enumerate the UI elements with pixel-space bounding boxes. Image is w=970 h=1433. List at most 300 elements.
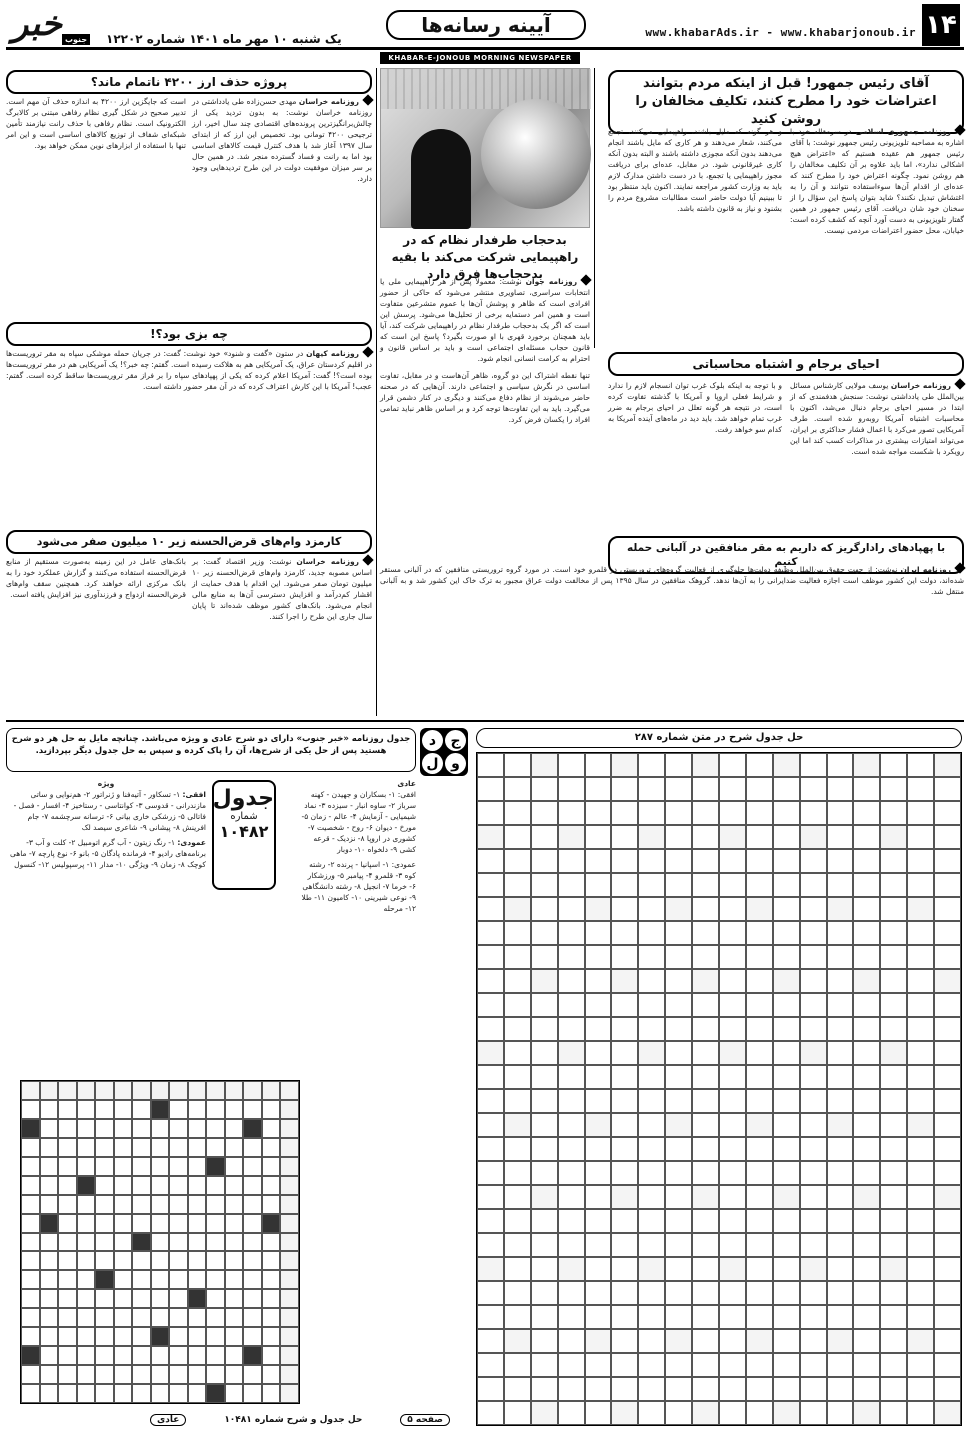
crossword-cell[interactable] (880, 1233, 907, 1257)
crossword-cell[interactable] (585, 1161, 612, 1185)
crossword-cell[interactable] (132, 1365, 151, 1384)
crossword-cell[interactable] (114, 1308, 133, 1327)
crossword-cell[interactable] (907, 1137, 934, 1161)
crossword-cell[interactable] (95, 1327, 114, 1346)
crossword-cell[interactable] (853, 1281, 880, 1305)
crossword-cell[interactable] (719, 945, 746, 969)
crossword-cell[interactable] (934, 921, 961, 945)
crossword-cell[interactable] (58, 1119, 77, 1138)
crossword-cell[interactable] (40, 1308, 59, 1327)
crossword-cell[interactable] (169, 1119, 188, 1138)
crossword-cell[interactable] (853, 1161, 880, 1185)
crossword-cell[interactable] (907, 1161, 934, 1185)
crossword-cell[interactable] (558, 1281, 585, 1305)
crossword-cell[interactable] (773, 1113, 800, 1137)
crossword-cell[interactable] (95, 1384, 114, 1403)
crossword-cell[interactable] (77, 1251, 96, 1270)
crossword-cell[interactable] (58, 1100, 77, 1119)
crossword-cell[interactable] (558, 1401, 585, 1425)
crossword-cell[interactable] (934, 1353, 961, 1377)
crossword-cell[interactable] (853, 777, 880, 801)
crossword-cell[interactable] (719, 897, 746, 921)
crossword-cell[interactable] (585, 1257, 612, 1281)
crossword-cell[interactable] (907, 849, 934, 873)
crossword-cell[interactable] (800, 969, 827, 993)
crossword-cell[interactable] (665, 945, 692, 969)
crossword-cell[interactable] (151, 1384, 170, 1403)
crossword-cell[interactable] (558, 801, 585, 825)
crossword-cell[interactable] (477, 945, 504, 969)
crossword-cell[interactable] (692, 1305, 719, 1329)
crossword-cell[interactable] (692, 1377, 719, 1401)
crossword-cell[interactable] (585, 849, 612, 873)
crossword-cell[interactable] (746, 777, 773, 801)
crossword-cell[interactable] (58, 1214, 77, 1233)
crossword-cell[interactable] (638, 801, 665, 825)
crossword-cell[interactable] (853, 945, 880, 969)
crossword-cell[interactable] (880, 1377, 907, 1401)
crossword-cell[interactable] (800, 753, 827, 777)
crossword-cell[interactable] (151, 1289, 170, 1308)
crossword-cell[interactable] (151, 1195, 170, 1214)
crossword-cell[interactable] (504, 825, 531, 849)
crossword-cell[interactable] (665, 1161, 692, 1185)
crossword-cell[interactable] (558, 1233, 585, 1257)
crossword-cell[interactable] (853, 825, 880, 849)
crossword-cell[interactable] (638, 1233, 665, 1257)
crossword-cell[interactable] (800, 1233, 827, 1257)
crossword-cell[interactable] (853, 1017, 880, 1041)
crossword-cell[interactable] (907, 1305, 934, 1329)
crossword-cell[interactable] (95, 1233, 114, 1252)
crossword-cell[interactable] (800, 1113, 827, 1137)
crossword-cell[interactable] (907, 825, 934, 849)
crossword-cell[interactable] (665, 753, 692, 777)
crossword-cell[interactable] (827, 825, 854, 849)
crossword-cell[interactable] (692, 777, 719, 801)
crossword-cell[interactable] (188, 1365, 207, 1384)
crossword-cell[interactable] (558, 1377, 585, 1401)
crossword-cell[interactable] (504, 849, 531, 873)
crossword-cell[interactable] (934, 1065, 961, 1089)
crossword-cell[interactable] (558, 1065, 585, 1089)
crossword-cell[interactable] (531, 825, 558, 849)
crossword-cell[interactable] (132, 1100, 151, 1119)
crossword-cell[interactable] (800, 897, 827, 921)
crossword-cell[interactable] (95, 1365, 114, 1384)
crossword-cell[interactable] (77, 1384, 96, 1403)
crossword-cell[interactable] (665, 1041, 692, 1065)
crossword-cell[interactable] (773, 801, 800, 825)
crossword-cell[interactable] (188, 1233, 207, 1252)
crossword-cell[interactable] (206, 1138, 225, 1157)
crossword-cell[interactable] (773, 777, 800, 801)
crossword-cell[interactable] (611, 1209, 638, 1233)
crossword-cell[interactable] (907, 1281, 934, 1305)
crossword-cell[interactable] (40, 1251, 59, 1270)
crossword-cell[interactable] (151, 1233, 170, 1252)
crossword-cell[interactable] (477, 777, 504, 801)
crossword-cell[interactable] (719, 1353, 746, 1377)
crossword-cell[interactable] (880, 1137, 907, 1161)
crossword-cell[interactable] (225, 1365, 244, 1384)
crossword-cell[interactable] (800, 1305, 827, 1329)
crossword-cell[interactable] (719, 753, 746, 777)
crossword-cell[interactable] (206, 1327, 225, 1346)
crossword-cell[interactable] (800, 1353, 827, 1377)
crossword-cell[interactable] (853, 1329, 880, 1353)
crossword-cell[interactable] (531, 993, 558, 1017)
crossword-cell[interactable] (611, 1113, 638, 1137)
crossword-cell[interactable] (225, 1327, 244, 1346)
crossword-cell[interactable] (558, 1137, 585, 1161)
crossword-cell[interactable] (827, 921, 854, 945)
crossword-cell[interactable] (585, 1137, 612, 1161)
crossword-cell[interactable] (665, 1281, 692, 1305)
crossword-cell[interactable] (504, 1353, 531, 1377)
crossword-cell[interactable] (800, 1065, 827, 1089)
crossword-cell[interactable] (719, 1209, 746, 1233)
crossword-cell[interactable] (665, 873, 692, 897)
crossword-cell[interactable] (773, 1281, 800, 1305)
crossword-cell[interactable] (169, 1365, 188, 1384)
crossword-cell[interactable] (638, 1329, 665, 1353)
crossword-cell[interactable] (907, 1089, 934, 1113)
crossword-cell[interactable] (132, 1138, 151, 1157)
crossword-cell[interactable] (611, 825, 638, 849)
crossword-cell[interactable] (58, 1195, 77, 1214)
crossword-cell[interactable] (188, 1308, 207, 1327)
crossword-cell[interactable] (611, 921, 638, 945)
crossword-cell[interactable] (504, 1401, 531, 1425)
crossword-cell[interactable] (531, 1377, 558, 1401)
crossword-cell[interactable] (531, 873, 558, 897)
crossword-cell[interactable] (585, 1377, 612, 1401)
crossword-cell[interactable] (477, 849, 504, 873)
crossword-cell[interactable] (746, 873, 773, 897)
crossword-cell[interactable] (151, 1176, 170, 1195)
crossword-cell[interactable] (827, 1209, 854, 1233)
crossword-cell[interactable] (665, 1257, 692, 1281)
crossword-cell[interactable] (21, 1195, 40, 1214)
crossword-cell[interactable] (692, 801, 719, 825)
crossword-cell[interactable] (853, 849, 880, 873)
crossword-cell[interactable] (611, 849, 638, 873)
crossword-cell[interactable] (773, 945, 800, 969)
crossword-cell[interactable] (206, 1119, 225, 1138)
crossword-cell[interactable] (504, 1017, 531, 1041)
crossword-cell[interactable] (800, 1281, 827, 1305)
crossword-cell[interactable] (77, 1195, 96, 1214)
crossword-cell[interactable] (132, 1214, 151, 1233)
crossword-cell[interactable] (169, 1289, 188, 1308)
crossword-cell[interactable] (692, 1233, 719, 1257)
crossword-cell[interactable] (746, 945, 773, 969)
crossword-cell[interactable] (665, 1377, 692, 1401)
crossword-cell[interactable] (827, 945, 854, 969)
crossword-cell[interactable] (114, 1289, 133, 1308)
crossword-cell[interactable] (558, 897, 585, 921)
crossword-cell[interactable] (262, 1176, 281, 1195)
crossword-cell[interactable] (225, 1233, 244, 1252)
crossword-cell[interactable] (21, 1157, 40, 1176)
crossword-cell[interactable] (773, 1161, 800, 1185)
site-urls[interactable]: www.khabarAds.ir - www.khabarjonoub.ir (645, 26, 916, 39)
crossword-cell[interactable] (531, 1161, 558, 1185)
crossword-cell[interactable] (531, 1065, 558, 1089)
crossword-cell[interactable] (719, 849, 746, 873)
crossword-cell[interactable] (692, 825, 719, 849)
crossword-cell[interactable] (692, 849, 719, 873)
crossword-cell[interactable] (692, 1257, 719, 1281)
crossword-cell[interactable] (132, 1327, 151, 1346)
crossword-cell[interactable] (40, 1289, 59, 1308)
crossword-cell[interactable] (95, 1251, 114, 1270)
crossword-left-grid[interactable] (20, 1080, 300, 1404)
crossword-right-grid[interactable] (476, 752, 962, 1426)
crossword-cell[interactable] (880, 801, 907, 825)
crossword-cell[interactable] (934, 1257, 961, 1281)
crossword-cell[interactable] (243, 1176, 262, 1195)
crossword-cell[interactable] (827, 777, 854, 801)
crossword-cell[interactable] (665, 993, 692, 1017)
crossword-cell[interactable] (477, 1185, 504, 1209)
crossword-cell[interactable] (853, 897, 880, 921)
crossword-cell[interactable] (531, 945, 558, 969)
crossword-cell[interactable] (853, 993, 880, 1017)
crossword-cell[interactable] (638, 1137, 665, 1161)
crossword-cell[interactable] (585, 777, 612, 801)
crossword-cell[interactable] (262, 1251, 281, 1270)
crossword-cell[interactable] (880, 1281, 907, 1305)
crossword-cell[interactable] (934, 1041, 961, 1065)
crossword-cell[interactable] (151, 1365, 170, 1384)
crossword-cell[interactable] (692, 1329, 719, 1353)
crossword-cell[interactable] (827, 849, 854, 873)
crossword-cell[interactable] (853, 1089, 880, 1113)
crossword-cell[interactable] (746, 1065, 773, 1089)
crossword-cell[interactable] (665, 1065, 692, 1089)
crossword-cell[interactable] (151, 1270, 170, 1289)
crossword-cell[interactable] (243, 1384, 262, 1403)
crossword-cell[interactable] (77, 1289, 96, 1308)
crossword-cell[interactable] (746, 1257, 773, 1281)
crossword-cell[interactable] (243, 1157, 262, 1176)
crossword-cell[interactable] (169, 1346, 188, 1365)
crossword-cell[interactable] (531, 1089, 558, 1113)
crossword-cell[interactable] (800, 945, 827, 969)
crossword-cell[interactable] (531, 801, 558, 825)
crossword-cell[interactable] (800, 1185, 827, 1209)
crossword-cell[interactable] (692, 945, 719, 969)
crossword-cell[interactable] (853, 1137, 880, 1161)
crossword-cell[interactable] (934, 945, 961, 969)
crossword-cell[interactable] (746, 1017, 773, 1041)
crossword-cell[interactable] (169, 1270, 188, 1289)
crossword-cell[interactable] (800, 777, 827, 801)
crossword-cell[interactable] (95, 1100, 114, 1119)
crossword-cell[interactable] (638, 777, 665, 801)
crossword-cell[interactable] (477, 1113, 504, 1137)
crossword-cell[interactable] (477, 1089, 504, 1113)
crossword-cell[interactable] (225, 1119, 244, 1138)
crossword-cell[interactable] (746, 1353, 773, 1377)
crossword-cell[interactable] (531, 1137, 558, 1161)
crossword-cell[interactable] (611, 897, 638, 921)
crossword-cell[interactable] (800, 1161, 827, 1185)
crossword-cell[interactable] (558, 1113, 585, 1137)
crossword-cell[interactable] (58, 1289, 77, 1308)
crossword-cell[interactable] (504, 1161, 531, 1185)
crossword-cell[interactable] (531, 849, 558, 873)
crossword-cell[interactable] (262, 1100, 281, 1119)
crossword-cell[interactable] (800, 921, 827, 945)
crossword-cell[interactable] (692, 1281, 719, 1305)
crossword-cell[interactable] (773, 1233, 800, 1257)
crossword-cell[interactable] (504, 1281, 531, 1305)
crossword-cell[interactable] (188, 1176, 207, 1195)
crossword-cell[interactable] (773, 1041, 800, 1065)
crossword-cell[interactable] (880, 849, 907, 873)
crossword-cell[interactable] (188, 1327, 207, 1346)
crossword-cell[interactable] (531, 921, 558, 945)
crossword-cell[interactable] (40, 1138, 59, 1157)
crossword-cell[interactable] (169, 1308, 188, 1327)
crossword-cell[interactable] (611, 1377, 638, 1401)
crossword-cell[interactable] (504, 1041, 531, 1065)
crossword-cell[interactable] (827, 1377, 854, 1401)
crossword-cell[interactable] (21, 1308, 40, 1327)
crossword-cell[interactable] (638, 1065, 665, 1089)
crossword-cell[interactable] (719, 1161, 746, 1185)
crossword-cell[interactable] (585, 1185, 612, 1209)
crossword-cell[interactable] (77, 1138, 96, 1157)
crossword-cell[interactable] (880, 873, 907, 897)
crossword-cell[interactable] (558, 921, 585, 945)
crossword-cell[interactable] (746, 969, 773, 993)
crossword-cell[interactable] (611, 1257, 638, 1281)
crossword-cell[interactable] (504, 1377, 531, 1401)
crossword-cell[interactable] (504, 1209, 531, 1233)
crossword-cell[interactable] (151, 1346, 170, 1365)
crossword-cell[interactable] (531, 1041, 558, 1065)
crossword-cell[interactable] (907, 1401, 934, 1425)
crossword-cell[interactable] (934, 1377, 961, 1401)
crossword-cell[interactable] (638, 897, 665, 921)
crossword-cell[interactable] (151, 1119, 170, 1138)
crossword-cell[interactable] (504, 753, 531, 777)
crossword-cell[interactable] (638, 849, 665, 873)
crossword-cell[interactable] (21, 1251, 40, 1270)
crossword-cell[interactable] (558, 753, 585, 777)
crossword-cell[interactable] (243, 1233, 262, 1252)
crossword-cell[interactable] (907, 921, 934, 945)
crossword-cell[interactable] (585, 1305, 612, 1329)
crossword-cell[interactable] (114, 1157, 133, 1176)
crossword-cell[interactable] (225, 1384, 244, 1403)
crossword-cell[interactable] (58, 1251, 77, 1270)
crossword-cell[interactable] (132, 1176, 151, 1195)
crossword-cell[interactable] (611, 1137, 638, 1161)
crossword-cell[interactable] (800, 873, 827, 897)
crossword-cell[interactable] (58, 1233, 77, 1252)
crossword-cell[interactable] (638, 1209, 665, 1233)
crossword-cell[interactable] (225, 1270, 244, 1289)
crossword-cell[interactable] (800, 1377, 827, 1401)
crossword-cell[interactable] (611, 801, 638, 825)
crossword-cell[interactable] (665, 1017, 692, 1041)
crossword-cell[interactable] (58, 1346, 77, 1365)
crossword-cell[interactable] (151, 1251, 170, 1270)
crossword-cell[interactable] (853, 873, 880, 897)
crossword-cell[interactable] (504, 921, 531, 945)
crossword-cell[interactable] (243, 1214, 262, 1233)
crossword-cell[interactable] (934, 1113, 961, 1137)
crossword-cell[interactable] (934, 825, 961, 849)
crossword-cell[interactable] (638, 969, 665, 993)
crossword-cell[interactable] (58, 1308, 77, 1327)
crossword-cell[interactable] (225, 1214, 244, 1233)
crossword-cell[interactable] (638, 921, 665, 945)
crossword-cell[interactable] (773, 1137, 800, 1161)
crossword-cell[interactable] (114, 1119, 133, 1138)
crossword-cell[interactable] (853, 1233, 880, 1257)
crossword-cell[interactable] (611, 945, 638, 969)
crossword-cell[interactable] (827, 1233, 854, 1257)
crossword-cell[interactable] (477, 1329, 504, 1353)
crossword-cell[interactable] (746, 1209, 773, 1233)
crossword-cell[interactable] (692, 873, 719, 897)
crossword-cell[interactable] (880, 1305, 907, 1329)
crossword-cell[interactable] (773, 1089, 800, 1113)
crossword-cell[interactable] (477, 1401, 504, 1425)
crossword-cell[interactable] (558, 1185, 585, 1209)
crossword-cell[interactable] (558, 945, 585, 969)
crossword-cell[interactable] (800, 801, 827, 825)
crossword-cell[interactable] (262, 1119, 281, 1138)
crossword-cell[interactable] (934, 897, 961, 921)
crossword-cell[interactable] (880, 945, 907, 969)
crossword-cell[interactable] (262, 1195, 281, 1214)
crossword-cell[interactable] (21, 1233, 40, 1252)
crossword-cell[interactable] (692, 1209, 719, 1233)
crossword-cell[interactable] (611, 777, 638, 801)
crossword-cell[interactable] (934, 849, 961, 873)
crossword-cell[interactable] (21, 1327, 40, 1346)
crossword-cell[interactable] (262, 1138, 281, 1157)
crossword-cell[interactable] (262, 1157, 281, 1176)
crossword-cell[interactable] (188, 1251, 207, 1270)
crossword-cell[interactable] (934, 1137, 961, 1161)
crossword-cell[interactable] (40, 1176, 59, 1195)
crossword-cell[interactable] (206, 1214, 225, 1233)
crossword-cell[interactable] (719, 777, 746, 801)
crossword-cell[interactable] (746, 1089, 773, 1113)
crossword-cell[interactable] (477, 1017, 504, 1041)
crossword-cell[interactable] (585, 1041, 612, 1065)
crossword-cell[interactable] (934, 1161, 961, 1185)
crossword-cell[interactable] (853, 1041, 880, 1065)
crossword-cell[interactable] (169, 1327, 188, 1346)
crossword-cell[interactable] (800, 849, 827, 873)
crossword-cell[interactable] (477, 897, 504, 921)
crossword-cell[interactable] (934, 1089, 961, 1113)
crossword-cell[interactable] (188, 1119, 207, 1138)
crossword-cell[interactable] (40, 1346, 59, 1365)
crossword-cell[interactable] (114, 1251, 133, 1270)
crossword-cell[interactable] (169, 1100, 188, 1119)
crossword-cell[interactable] (531, 1209, 558, 1233)
